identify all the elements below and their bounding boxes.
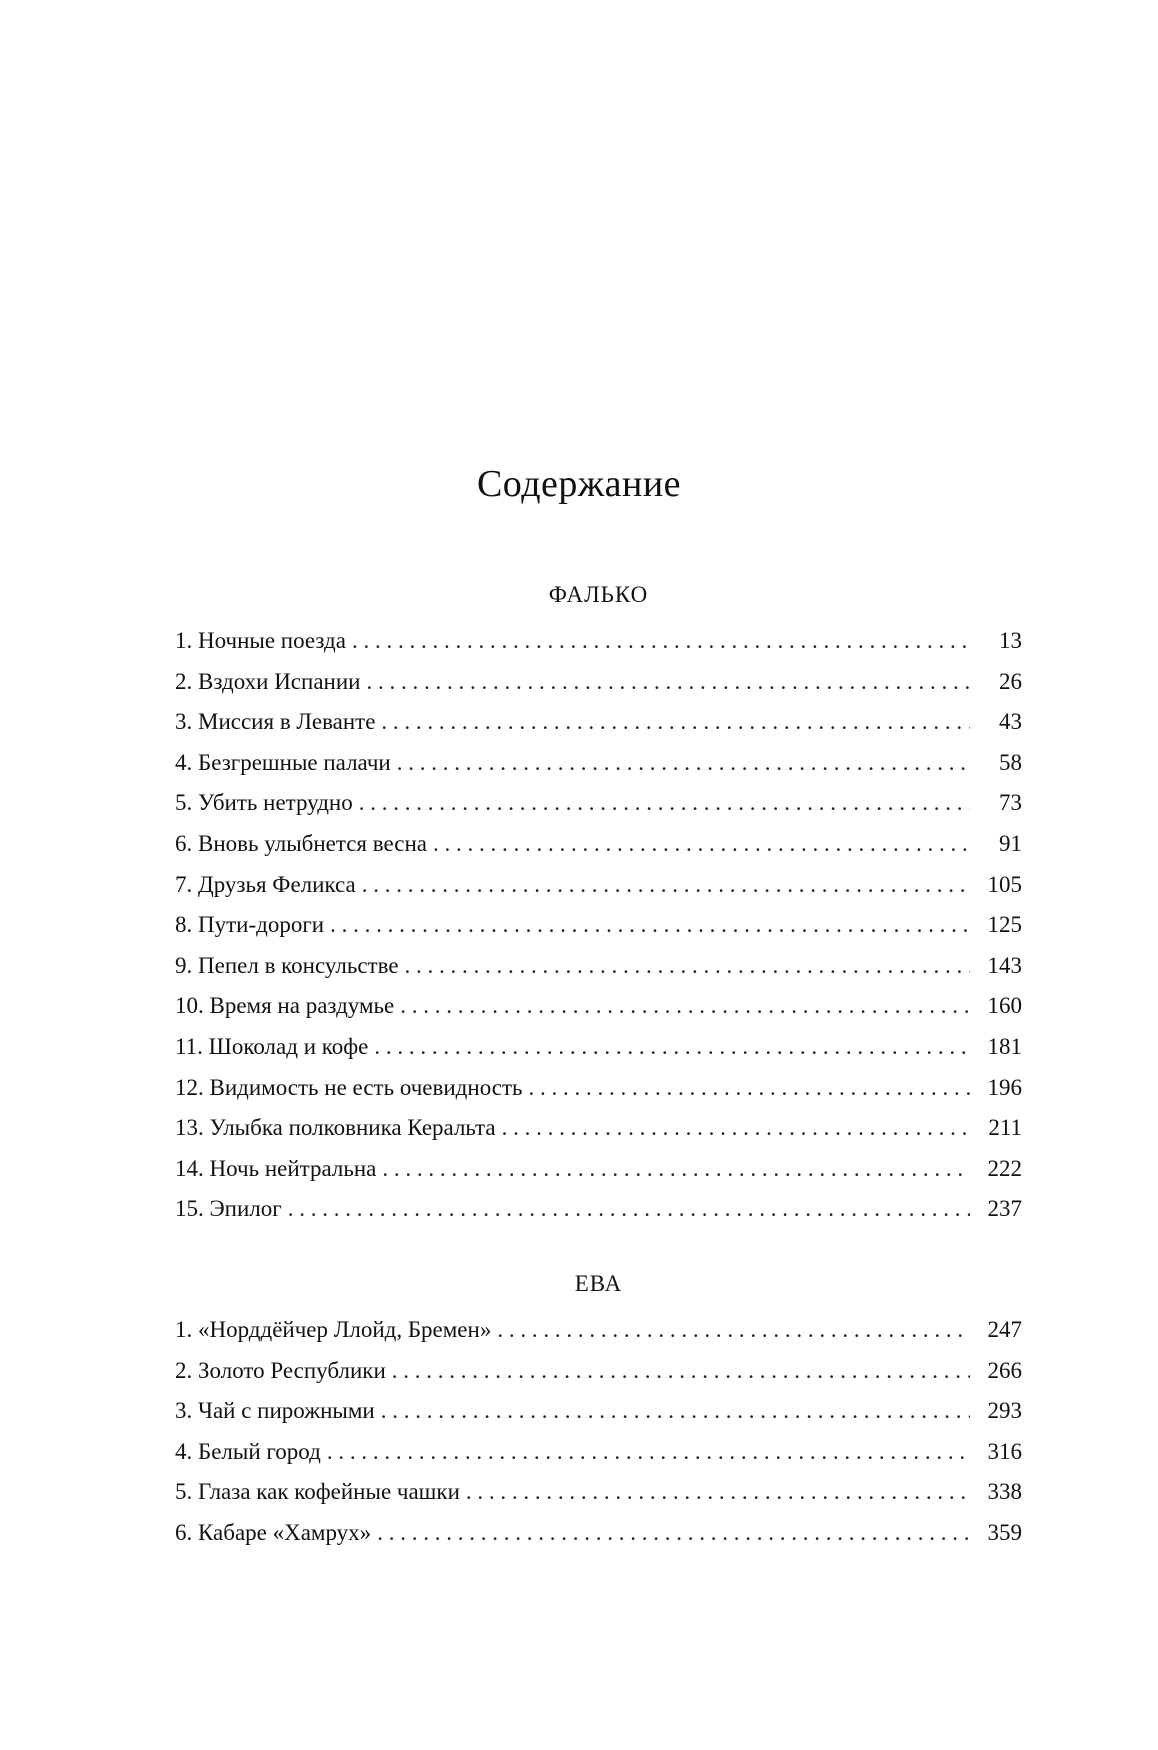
toc-entry[interactable] [175, 783, 1022, 824]
chapter-title: 2. Вздохи Испании [175, 668, 361, 694]
toc-entry[interactable] [175, 1149, 1022, 1190]
page-number: 211 [988, 1115, 1022, 1141]
chapter-title: 2. Золото Республики [175, 1357, 386, 1383]
page-number: 359 [987, 1519, 1022, 1545]
chapter-title: 7. Друзья Феликса [175, 871, 356, 897]
dot-leader [330, 905, 970, 946]
dot-leader [381, 702, 970, 743]
chapter-title: 1. «Норддёйчер Ллойд, Бремен» [175, 1317, 492, 1342]
dot-leader [400, 986, 970, 1027]
dot-leader [433, 824, 970, 865]
toc-entry[interactable] [175, 621, 1022, 662]
chapter-title: 5. Глаза как кофейные чашки [175, 1479, 460, 1505]
page-number: 13 [999, 628, 1022, 653]
toc-entry[interactable] [175, 1189, 1022, 1230]
toc-entry[interactable] [175, 743, 1022, 784]
dot-leader [374, 1027, 970, 1068]
dot-leader [405, 946, 970, 987]
toc-entry[interactable] [175, 1310, 1022, 1351]
page-title: Содержание [476, 463, 682, 505]
page-number: 143 [987, 952, 1022, 978]
page-number: 338 [987, 1479, 1022, 1505]
toc-entry[interactable] [175, 1108, 1022, 1149]
dot-leader [327, 1432, 970, 1473]
page-number: 181 [987, 1033, 1022, 1059]
toc-entry[interactable] [175, 1027, 1022, 1068]
page-number: 160 [987, 993, 1022, 1019]
dot-leader [497, 1310, 970, 1351]
chapter-title: 1. Ночные поезда [175, 628, 346, 653]
chapter-title: 3. Миссия в Леванте [175, 709, 376, 735]
page-number: 237 [987, 1196, 1022, 1222]
toc-entry[interactable] [175, 905, 1022, 946]
dot-leader [377, 1513, 970, 1554]
toc-entry[interactable] [175, 662, 1022, 703]
chapter-title: 10. Время на раздумье [175, 993, 395, 1019]
toc-section-falko [175, 575, 1022, 1230]
chapter-title: 3. Чай с пирожными [175, 1398, 375, 1424]
dot-leader [362, 865, 970, 906]
page-number: 73 [999, 790, 1022, 816]
dot-leader [466, 1472, 970, 1513]
toc-entry[interactable] [175, 865, 1022, 906]
dot-leader [502, 1108, 970, 1149]
toc-entry[interactable] [175, 1513, 1022, 1554]
section-heading: ФАЛЬКО [548, 582, 649, 607]
toc-entry[interactable] [175, 946, 1022, 987]
page-number: 105 [987, 871, 1022, 897]
chapter-title: 9. Пепел в консульстве [175, 952, 399, 978]
dot-leader [392, 1351, 970, 1392]
page-number: 247 [987, 1317, 1022, 1342]
page-number: 125 [987, 912, 1022, 938]
chapter-title: 12. Видимость не есть очевидность [175, 1074, 523, 1100]
chapter-title: 6. Кабаре «Хамрух» [175, 1519, 372, 1545]
page-number: 58 [999, 749, 1022, 775]
section-heading: ЕВА [574, 1271, 623, 1296]
page-number: 293 [987, 1398, 1022, 1424]
toc-entry[interactable] [175, 1068, 1022, 1109]
dot-leader [359, 783, 970, 824]
toc-entry[interactable] [175, 1432, 1022, 1473]
dot-leader [529, 1068, 970, 1109]
chapter-title: 4. Белый город [175, 1438, 321, 1464]
dot-leader [397, 743, 970, 784]
dot-leader [352, 621, 970, 662]
page-number: 316 [987, 1438, 1022, 1464]
dot-leader [366, 662, 970, 703]
dot-leader [381, 1391, 970, 1432]
toc-entry[interactable] [175, 1351, 1022, 1392]
toc-entry[interactable] [175, 986, 1022, 1027]
page-number: 26 [999, 668, 1022, 694]
toc-entry[interactable] [175, 824, 1022, 865]
dot-leader [288, 1189, 970, 1230]
toc-entries [175, 621, 1022, 1230]
toc-entry[interactable] [175, 1472, 1022, 1513]
chapter-title: 6. Вновь улыбнется весна [175, 830, 427, 856]
chapter-title: 5. Убить нетрудно [175, 790, 353, 816]
chapter-title: 4. Безгрешные палачи [175, 749, 391, 775]
page-number: 43 [999, 709, 1022, 735]
page-number: 91 [999, 830, 1022, 856]
chapter-title: 8. Пути-дороги [175, 912, 325, 938]
toc-entry[interactable] [175, 702, 1022, 743]
chapter-title: 15. Эпилог [175, 1196, 282, 1222]
chapter-title: 14. Ночь нейтральна [175, 1155, 377, 1181]
toc-entry[interactable] [175, 1391, 1022, 1432]
toc-entries [175, 1310, 1022, 1554]
chapter-title: 11. Шоколад и кофе [175, 1033, 369, 1059]
page-number: 196 [987, 1074, 1022, 1100]
page-number: 222 [987, 1155, 1022, 1181]
page-number: 266 [987, 1357, 1022, 1383]
dot-leader [382, 1149, 970, 1190]
chapter-title: 13. Улыбка полковника Керальта [175, 1115, 496, 1141]
toc-section-eva [175, 1264, 1022, 1554]
